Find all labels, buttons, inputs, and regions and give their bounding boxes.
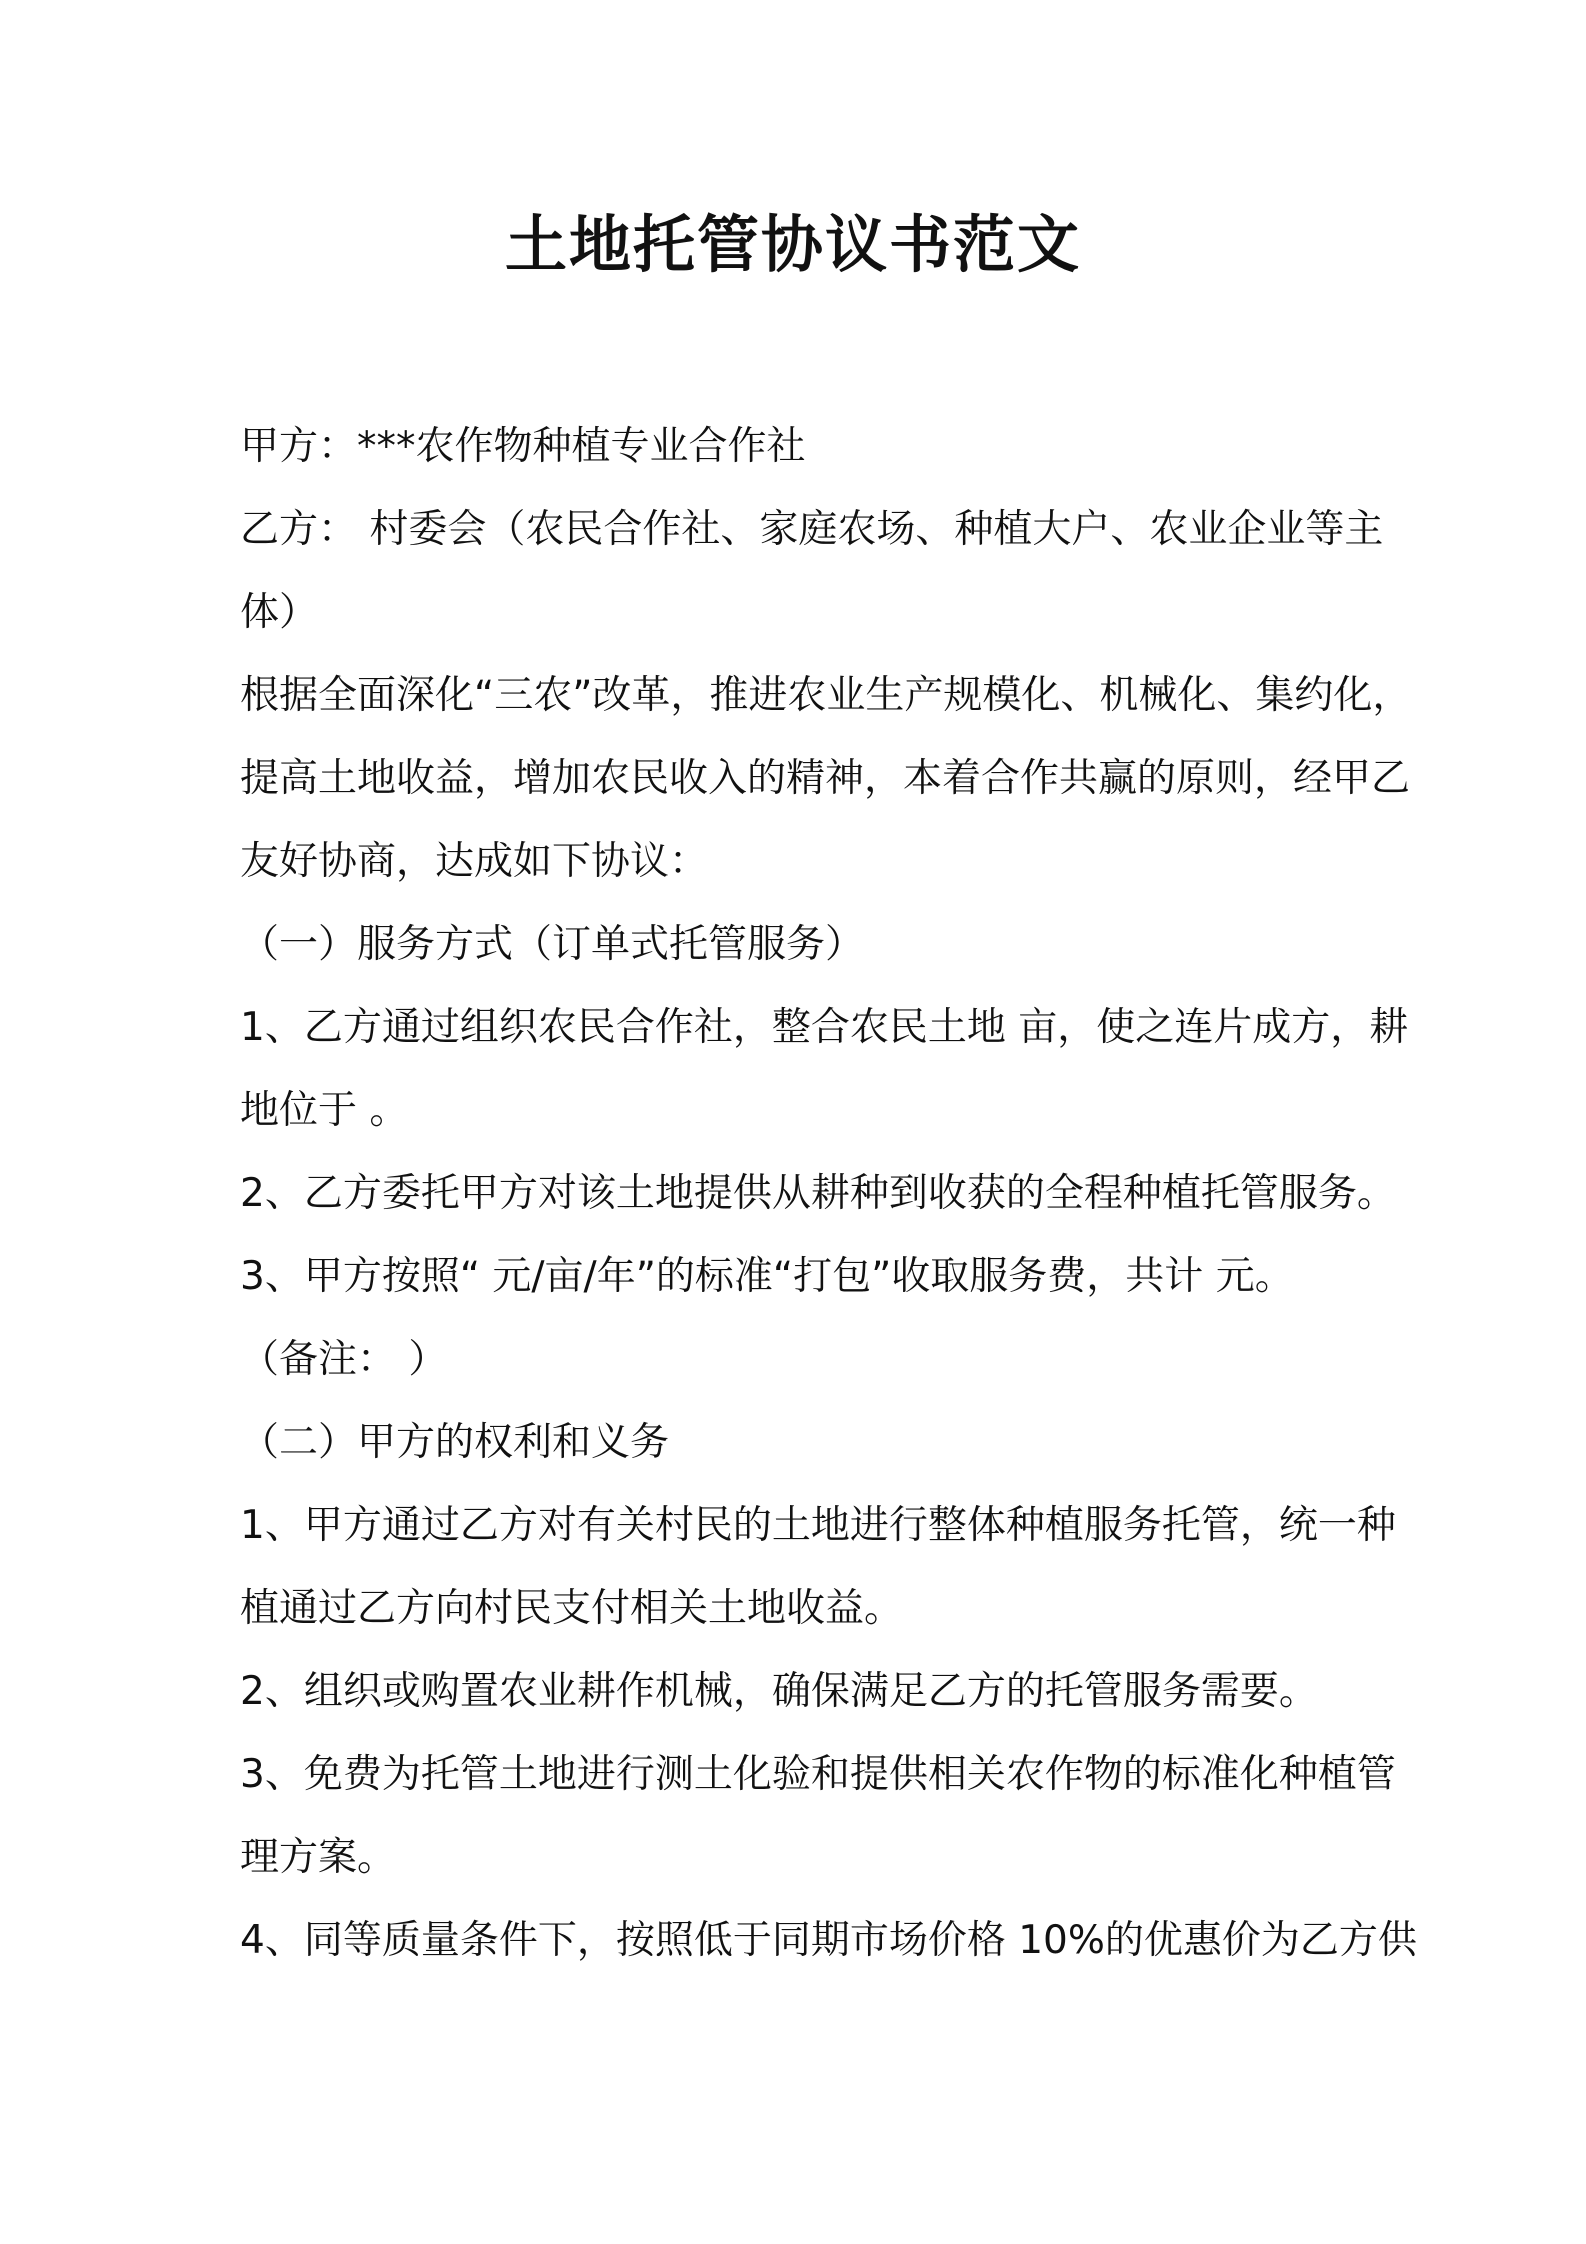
clause-2-2: 2、组织或购置农业耕作机械，确保满足乙方的托管服务需要。 [240, 1669, 1318, 1714]
clause-2-3: 3、免费为托管土地进行测土化验和提供相关农作物的标准化种植管 [240, 1752, 1396, 1797]
clause-2-1-continued: 植通过乙方向村民支付相关土地收益。 [240, 1586, 904, 1631]
document-title: 土地托管协议书范文 [504, 208, 1081, 281]
clause-1-1-continued: 地位于 。 [240, 1088, 409, 1133]
preamble-line-1: 根据全面深化“三农”改革，推进农业生产规模化、机械化、集约化， [240, 673, 1412, 718]
clause-2-4: 4、同等质量条件下，按照低于同期市场价格 10%的优惠价为乙方供 [240, 1918, 1417, 1963]
clause-1-1: 1、乙方通过组织农民合作社，整合农民土地 亩，使之连片成方，耕 [240, 1005, 1409, 1050]
party-a-line: 甲方：***农作物种植专业合作社 [240, 424, 806, 469]
party-b-line-continued: 体） [240, 590, 319, 635]
document-body [240, 405, 1417, 1982]
party-b-line: 乙方： 村委会（农民合作社、家庭农场、种植大户、农业企业等主 [240, 507, 1384, 552]
clause-1-2: 2、乙方委托甲方对该土地提供从耕种到收获的全程种植托管服务。 [240, 1171, 1396, 1216]
section-heading-service-mode: （一）服务方式（订单式托管服务） [240, 922, 865, 967]
clause-2-1: 1、甲方通过乙方对有关村民的土地进行整体种植服务托管，统一种 [240, 1503, 1396, 1548]
preamble-line-2: 提高土地收益，增加农民收入的精神，本着合作共赢的原则，经甲乙 [240, 756, 1411, 801]
section-heading-party-a-rights: （二）甲方的权利和义务 [240, 1420, 670, 1465]
clause-2-3-continued: 理方案。 [240, 1835, 397, 1880]
remark-line: （备注： ） [240, 1337, 448, 1382]
clause-1-3: 3、甲方按照“ 元/亩/年”的标准“打包”收取服务费，共计 元。 [240, 1254, 1294, 1299]
preamble-line-3: 友好协商，达成如下协议： [240, 839, 709, 884]
